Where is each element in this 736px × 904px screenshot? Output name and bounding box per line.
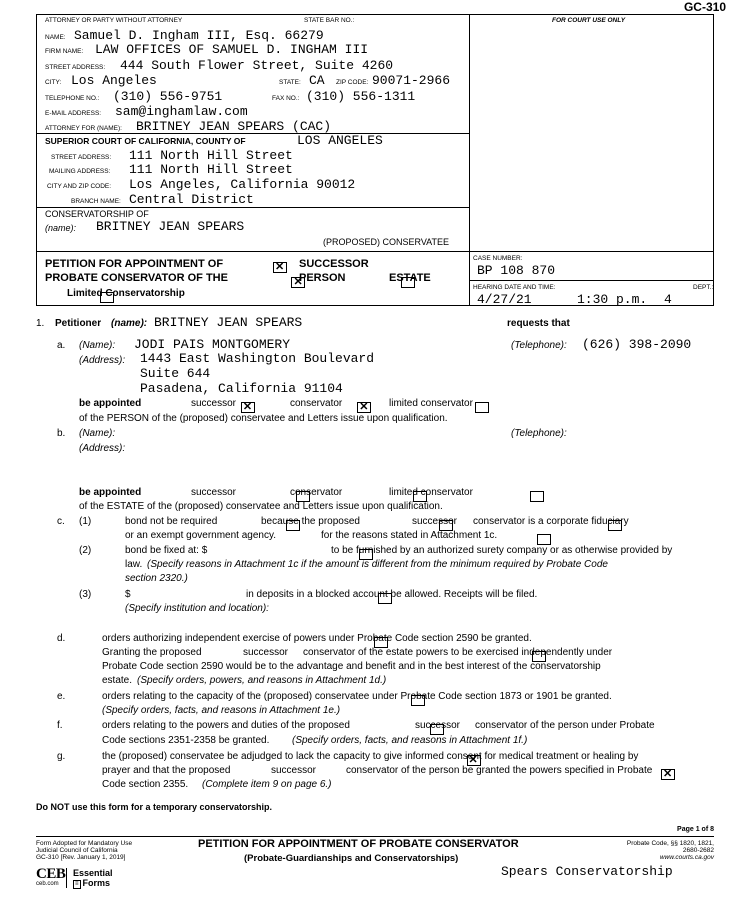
item-f-line1-a: orders relating to the powers and duties of the proposed <box>102 720 350 731</box>
item-f-letter: f. <box>57 720 63 731</box>
item-a-successor-checkbox[interactable] <box>241 402 255 413</box>
c1-text-a: bond not be required <box>125 516 218 527</box>
petition-title-line1: PETITION FOR APPOINTMENT OF <box>45 258 224 270</box>
item-b-limited-checkbox[interactable] <box>530 491 544 502</box>
attorney-for-label: ATTORNEY FOR (NAME): <box>45 125 122 132</box>
c2-text-a: bond be fixed at: $ <box>125 545 208 556</box>
item-c3-number: (3) <box>79 589 92 600</box>
c3-text-b: in deposits in a blocked account be allowed. Receipts will be filed. <box>246 589 538 600</box>
item-g-line3-b: (Complete item 9 on page 6.) <box>202 779 332 790</box>
form-id: GC-310 <box>683 0 726 14</box>
item-c1-number: (1) <box>79 516 92 527</box>
conservatorship-title: CONSERVATORSHIP OF <box>45 209 149 219</box>
item-e-line2: (Specify orders, facts, and reasons in Attachment 1e.) <box>102 705 341 716</box>
court-mailing-label: MAILING ADDRESS: <box>49 168 111 175</box>
temporary-notice: Do NOT use this form for a temporary conservatorship. <box>36 802 273 812</box>
item-g-line2-c: conservator of the person be granted the powers specified in Probate <box>346 765 653 776</box>
successor-label: SUCCESSOR <box>299 258 369 270</box>
court-county[interactable]: LOS ANGELES <box>297 133 383 148</box>
item-d-line2-a: Granting the proposed <box>102 647 202 658</box>
street-label: STREET ADDRESS: <box>45 64 106 71</box>
petitioner-label: Petitioner <box>55 318 102 329</box>
zip-label: ZIP CODE: <box>336 79 369 86</box>
attorney-name[interactable]: Samuel D. Ingham III, Esq. 66279 <box>74 28 324 43</box>
court-street-label: STREET ADDRESS: <box>51 154 112 161</box>
item-d-line3: Probate Code section 2590 would be to the advantage and benefit and in the best interest of the conservatorship <box>102 661 601 672</box>
nominee-address-line3[interactable]: Pasadena, California 91104 <box>140 381 343 396</box>
nominee-name[interactable]: JODI PAIS MONTGOMERY <box>134 337 291 352</box>
firm-label: FIRM NAME: <box>45 48 84 55</box>
item-b-letter: b. <box>57 428 66 439</box>
nominee-address-line2[interactable]: Suite 644 <box>140 366 211 381</box>
c1-line2-b: for the reasons stated in Attachment 1c. <box>321 530 498 541</box>
court-cityzip-label: CITY AND ZIP CODE: <box>47 183 112 190</box>
item-a-be-appointed: be appointed <box>79 398 142 409</box>
case-number-label: CASE NUMBER: <box>473 255 523 262</box>
hearing-time[interactable]: 1:30 p.m. <box>577 292 648 307</box>
attorney-label: ATTORNEY OR PARTY WITHOUT ATTORNEY <box>45 17 183 24</box>
forms-icon: ≡ <box>75 881 79 887</box>
proposed-conservatee-label: (PROPOSED) CONSERVATEE <box>323 237 450 247</box>
footer-subtitle: (Probate-Guardianships and Conservatorships) <box>244 853 459 864</box>
successor-checkbox[interactable] <box>273 262 287 273</box>
c1-line2-a: or an exempt government agency. <box>125 530 277 541</box>
nominee-address-line1[interactable]: 1443 East Washington Boulevard <box>140 351 375 366</box>
essential-text: Essential <box>73 868 113 878</box>
item-c2-number: (2) <box>79 545 92 556</box>
footer-title: PETITION FOR APPOINTMENT OF PROBATE CONSERVATOR <box>198 838 519 850</box>
state-bar-label: STATE BAR NO.: <box>304 17 355 24</box>
adopted-line1: Form Adopted for Mandatory Use <box>36 840 133 847</box>
nominee-telephone[interactable]: (626) 398-2090 <box>582 337 692 352</box>
firm-name[interactable]: LAW OFFICES OF SAMUEL D. INGHAM III <box>95 42 369 57</box>
court-use-label: FOR COURT USE ONLY <box>552 17 626 24</box>
ceb-logo-url: ceb.com <box>36 881 59 887</box>
item-f-line2-a: Code sections 2351-2358 be granted. <box>102 735 270 746</box>
court-branch-label: BRANCH NAME: <box>71 198 121 205</box>
case-caption: Spears Conservatorship <box>501 864 673 879</box>
item-b-be-appointed: be appointed <box>79 487 142 498</box>
item-d-line1: orders authorizing independent exercise of powers under Probate Code section 2590 be granted. <box>102 633 532 644</box>
page-number: Page 1 of 8 <box>677 826 714 833</box>
item-g-successor-checkbox[interactable] <box>661 769 675 780</box>
person-label: PERSON <box>299 272 346 284</box>
item-a-limited-checkbox[interactable] <box>475 402 489 413</box>
petition-title-line2: PROBATE CONSERVATOR OF THE <box>45 272 228 284</box>
item-a-conservator-label: conservator <box>290 398 343 409</box>
item-d-line2-c: conservator of the estate powers to be exercised independently under <box>303 647 613 658</box>
item-a-letter: a. <box>57 340 66 351</box>
item-a-tel-label: (Telephone): <box>511 340 567 351</box>
name-label: NAME: <box>45 34 66 41</box>
c3-text-a: $ <box>125 589 131 600</box>
email-value[interactable]: sam@inghamlaw.com <box>115 104 248 119</box>
item-b-successor-label: successor <box>191 487 237 498</box>
city-value[interactable]: Los Angeles <box>71 73 157 88</box>
item-a-conservator-checkbox[interactable] <box>357 402 371 413</box>
c2-line3: section 2320.) <box>125 573 188 584</box>
dept-label: DEPT.: <box>693 284 714 291</box>
street-address[interactable]: 444 South Flower Street, Suite 4260 <box>120 58 394 73</box>
requests-label: requests that <box>507 318 570 329</box>
c1-attachment-checkbox[interactable] <box>537 534 551 545</box>
case-number[interactable]: BP 108 870 <box>477 263 556 278</box>
code-line2: 2680-2682 <box>682 847 714 854</box>
item-d-line2-b: successor <box>243 647 289 658</box>
c3-line2: (Specify institution and location): <box>125 603 269 614</box>
hearing-label: HEARING DATE AND TIME: <box>473 284 556 291</box>
c2-line2-a: law. <box>125 559 143 570</box>
petitioner-name-label: (name): <box>111 318 148 329</box>
fax-value[interactable]: (310) 556-1311 <box>306 89 416 104</box>
item-b-address-label: (Address): <box>79 443 126 454</box>
c1-text-b: because the proposed <box>261 516 360 527</box>
court-cityzip[interactable]: Los Angeles, California 90012 <box>129 177 356 192</box>
ceb-logo <box>36 867 65 888</box>
ceb-logo-text: CEB <box>36 866 66 882</box>
item-d-letter: d. <box>57 633 66 644</box>
hearing-date[interactable]: 4/27/21 <box>477 292 532 307</box>
attorney-for-value[interactable]: BRITNEY JEAN SPEARS (CAC) <box>136 119 332 134</box>
courts-url[interactable]: www.courts.ca.gov <box>659 854 714 861</box>
state-label: STATE: <box>279 79 301 86</box>
item-b-tail: of the ESTATE of the (proposed) conservatee and Letters issue upon qualification. <box>79 501 443 512</box>
item-d-line4-b: (Specify orders, powers, and reasons in Attachment 1d.) <box>137 675 387 686</box>
court-branch[interactable]: Central District <box>129 192 254 207</box>
court-mailing[interactable]: 111 North Hill Street <box>129 162 293 177</box>
item-f-line1-b: successor <box>415 720 461 731</box>
court-street[interactable]: 111 North Hill Street <box>129 148 293 163</box>
item-a-address-label: (Address): <box>79 355 126 366</box>
item-a-name-label: (Name): <box>79 340 116 351</box>
item-f-line2-b: (Specify orders, facts, and reasons in Attachment 1f.) <box>292 735 528 746</box>
city-label: CITY: <box>45 79 62 86</box>
c1-text-d: conservator is a corporate fiduciary <box>473 516 629 527</box>
item-e-line1: orders relating to the capacity of the (proposed) conservatee under Probate Code section 1873 or 1901 be granted. <box>102 691 612 702</box>
item-a-successor-label: successor <box>191 398 237 409</box>
telephone-value[interactable]: (310) 556-9751 <box>113 89 223 104</box>
item-a-limited-label: limited conservator <box>389 398 473 409</box>
item-a-tail: of the PERSON of the (proposed) conservatee and Letters issue upon qualification. <box>79 413 448 424</box>
c2-text-b: to be furnished by an authorized surety company or as otherwise provided by <box>331 545 673 556</box>
essential-forms-logo <box>73 868 113 889</box>
limited-label: Limited Conservatorship <box>67 288 185 299</box>
c1-text-c: successor <box>412 516 458 527</box>
telephone-label: TELEPHONE NO.: <box>45 95 100 102</box>
item-g-letter: g. <box>57 751 66 762</box>
fax-label: FAX NO.: <box>272 95 300 102</box>
forms-text: ≡ Forms <box>75 878 111 888</box>
item1-number: 1. <box>36 318 45 329</box>
conservatee-name[interactable]: BRITNEY JEAN SPEARS <box>96 219 245 234</box>
item-g-line3-a: Code section 2355. <box>102 779 189 790</box>
item-b-limited-label: limited conservator <box>389 487 473 498</box>
hearing-dept[interactable]: 4 <box>664 292 672 307</box>
email-label: E-MAIL ADDRESS: <box>45 110 102 117</box>
petitioner-name[interactable]: BRITNEY JEAN SPEARS <box>154 315 303 330</box>
estate-label: ESTATE <box>389 272 431 284</box>
item-b-tel-label: (Telephone): <box>511 428 567 439</box>
court-title: SUPERIOR COURT OF CALIFORNIA, COUNTY OF <box>45 136 246 146</box>
code-line1: Probate Code, §§ 1820, 1821, <box>626 840 714 847</box>
item-d-line4-a: estate. <box>102 675 133 686</box>
item-g-line1: the (proposed) conservatee be adjudged to lack the capacity to give informed consent for medical treatment or healing by <box>102 751 639 762</box>
c2-line2-b: (Specify reasons in Attachment 1c if the amount is different from the minimum required by Probate Code <box>147 559 608 570</box>
item-b-conservator-label: conservator <box>290 487 343 498</box>
item-c-letter: c. <box>57 516 65 527</box>
zip-value[interactable]: 90071-2966 <box>372 73 451 88</box>
item-f-line1-c: conservator of the person under Probate <box>475 720 655 731</box>
item-g-line2-a: prayer and that the proposed <box>102 765 231 776</box>
adopted-line2: Judicial Council of California <box>36 847 118 854</box>
adopted-line3: GC-310 [Rev. January 1, 2019] <box>36 854 126 861</box>
item-b-name-label: (Name): <box>79 428 116 439</box>
conservatee-name-label: (name): <box>45 223 77 233</box>
item-g-line2-b: successor <box>271 765 317 776</box>
item-e-letter: e. <box>57 691 66 702</box>
state-value[interactable]: CA <box>309 73 325 88</box>
